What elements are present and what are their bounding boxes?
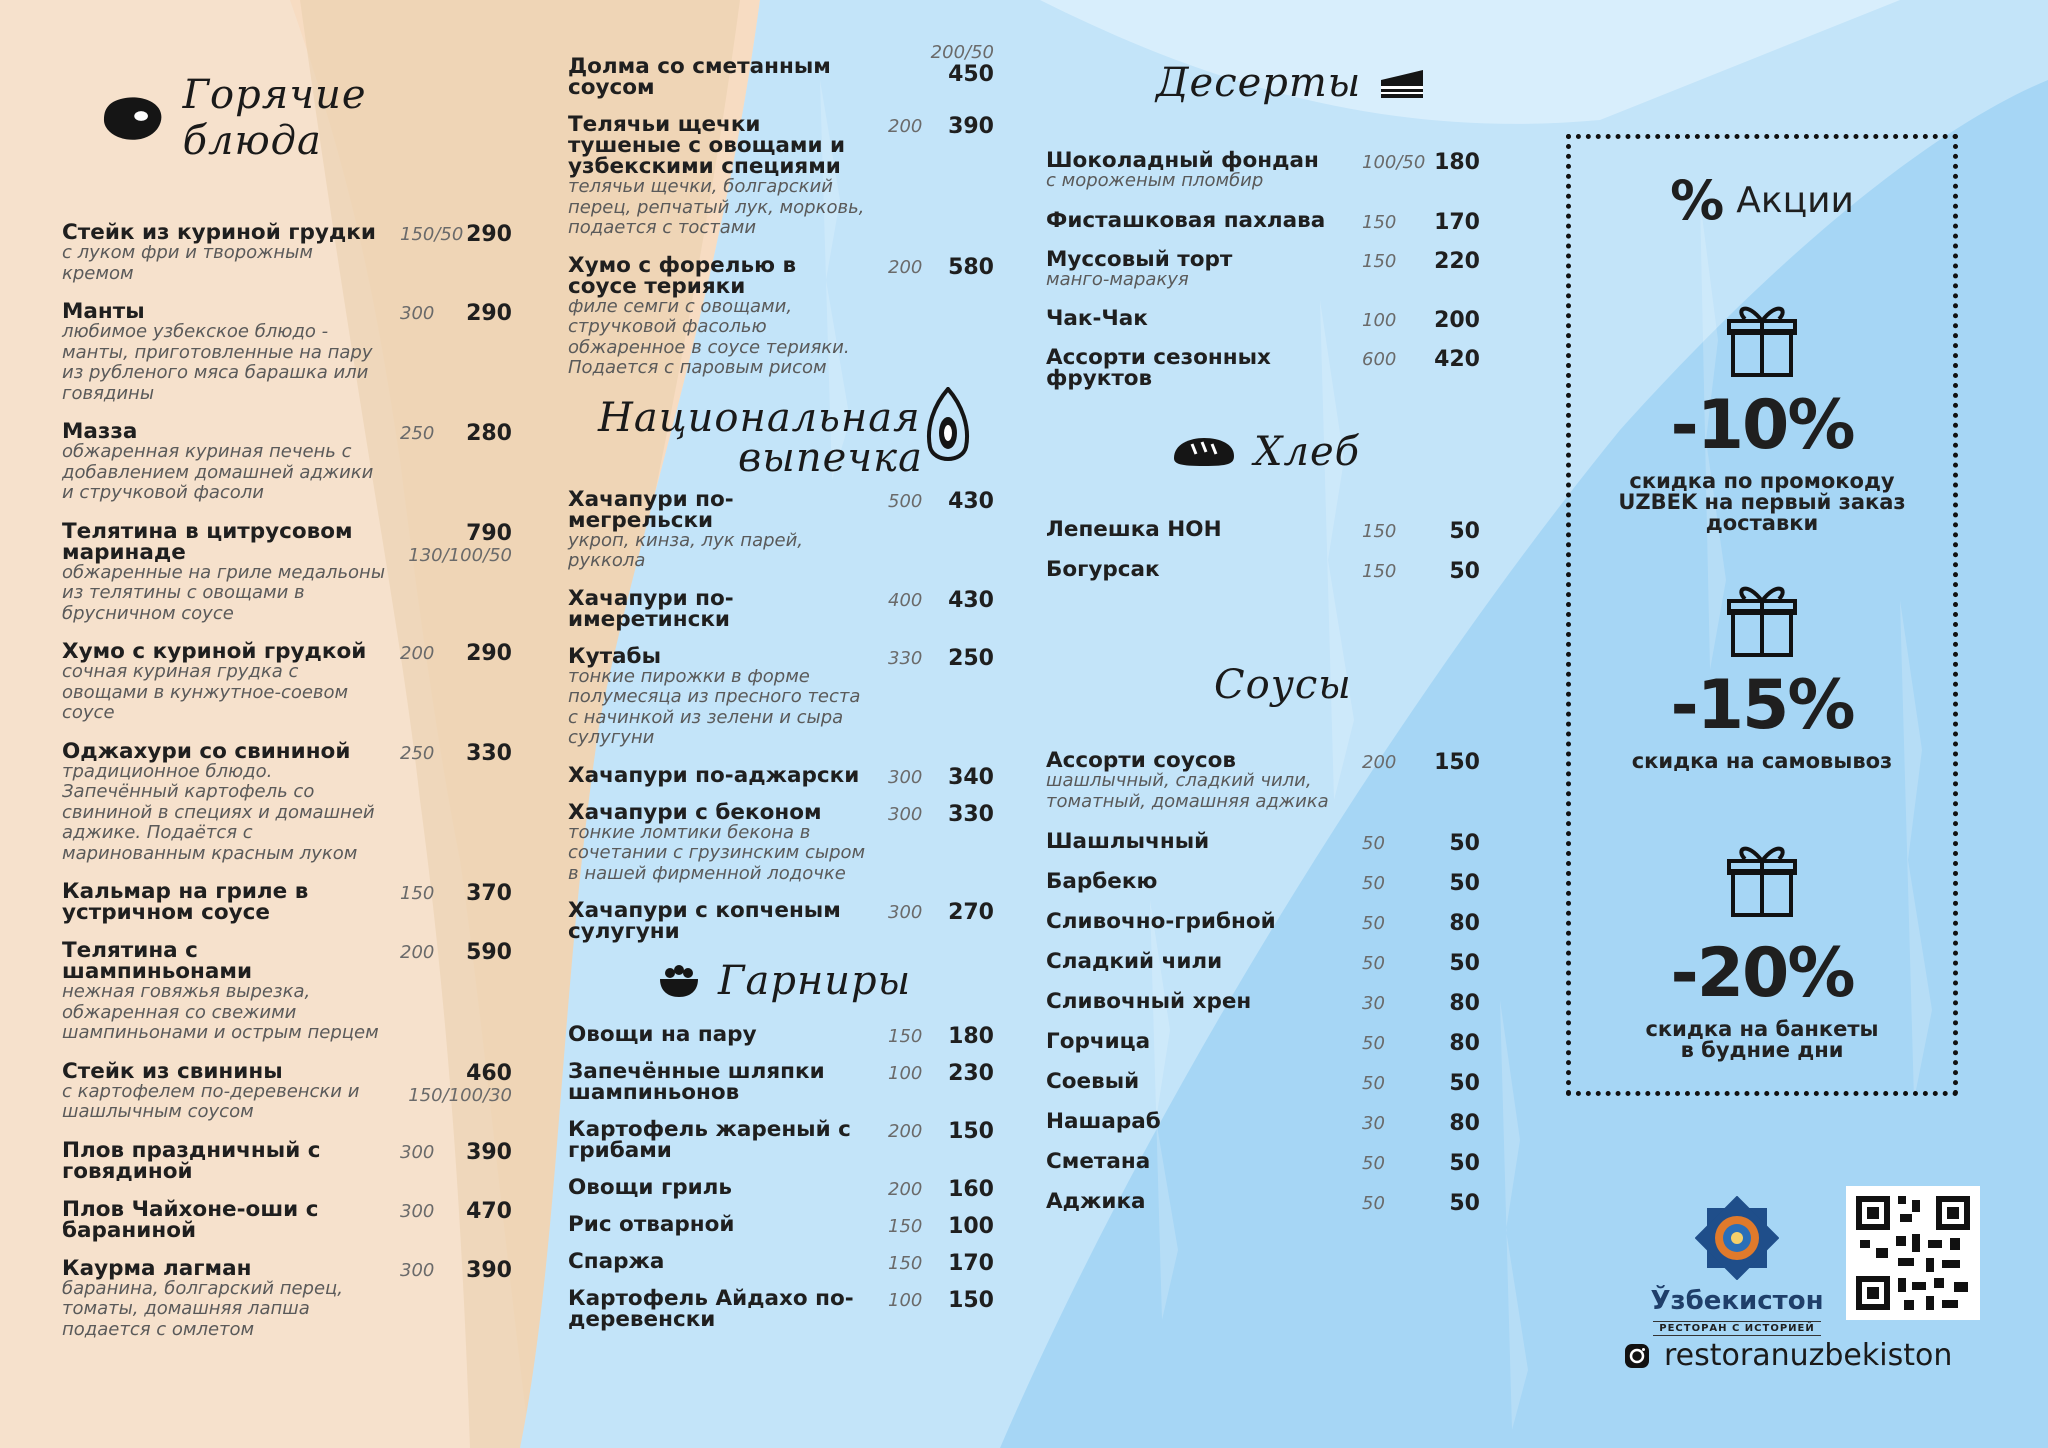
gift-icon	[1727, 839, 1797, 919]
item-price: 180	[1434, 150, 1480, 175]
item-weight: 30	[1362, 1113, 1385, 1134]
item-price: 50	[1449, 951, 1480, 976]
item-weight: 50	[1362, 913, 1385, 934]
item-description: обжаренная куриная печень с добавлением домашней аджики и стручковой фасоли	[62, 441, 374, 503]
bread-list	[1046, 517, 1480, 584]
item-weight: 300	[400, 303, 435, 324]
item-name: Стейк из свинины	[62, 1058, 283, 1084]
promotions-title	[1571, 169, 1953, 232]
item-weight: 330	[888, 647, 923, 669]
discount-value: -10%	[1670, 386, 1854, 465]
item-description: филе семги с овощами, стручковой фасолью обжаренное в соусе терияки. Подается с паровым рисом	[568, 295, 850, 378]
item-name: Горчица	[1046, 1029, 1151, 1054]
menu-item	[1046, 949, 1480, 976]
item-price: 590	[466, 940, 512, 965]
item-price: 80	[1449, 911, 1480, 936]
item-weight: 130/100/50	[408, 544, 512, 566]
item-name: Сливочный хрен	[1046, 989, 1252, 1014]
menu-item	[568, 1061, 994, 1103]
item-price: 50	[1449, 1151, 1480, 1176]
instagram-text: restoranuzbekiston	[1664, 1338, 1953, 1373]
item-description: с луком фри и творожным кремом	[62, 242, 313, 284]
hot-dishes-title	[102, 72, 512, 164]
promo-offer	[1571, 579, 1953, 772]
item-description: шашлычный, сладкий чили, томатный, домашняя аджика	[1046, 770, 1329, 812]
item-price: 470	[466, 1198, 512, 1224]
menu-item	[62, 222, 512, 284]
item-name: Сладкий чили	[1046, 949, 1223, 974]
item-price: 340	[948, 764, 994, 790]
item-weight: 100	[888, 1290, 923, 1311]
discount-value: -20%	[1670, 934, 1854, 1013]
item-description: любимое узбекское блюдо - манты, приготовленные на пару из рубленого мяса барашка или говядины	[62, 321, 373, 404]
sides-list	[568, 1024, 994, 1330]
item-price: 150	[948, 1119, 994, 1144]
item-name: Соевый	[1046, 1069, 1140, 1094]
bakery-title-line1: Национальная	[598, 394, 921, 441]
desserts-section	[1046, 60, 1480, 389]
cake-icon	[1379, 66, 1425, 100]
qr-code-icon	[1846, 1186, 1980, 1320]
item-price: 460	[466, 1060, 512, 1086]
item-name: Хачапури по-аджарски	[568, 762, 860, 788]
sauces-title	[1214, 662, 1480, 708]
menu-item	[568, 1175, 994, 1202]
menu-item	[1046, 557, 1480, 584]
item-price: 280	[466, 421, 512, 446]
item-name: Овощи гриль	[568, 1175, 733, 1200]
item-price: 180	[948, 1024, 994, 1049]
menu-item	[568, 252, 994, 379]
item-price: 390	[466, 1257, 512, 1283]
item-price: 100	[948, 1214, 994, 1239]
item-weight: 150	[1362, 561, 1397, 582]
menu-item	[568, 1249, 994, 1276]
item-name: Телячьи щечки тушеные с овощами и узбекскими специями	[568, 112, 846, 179]
item-description: сочная куриная грудка с овощами в кунжутное-соевом соусе	[62, 661, 349, 723]
item-name: Плов праздничный с говядиной	[62, 1137, 321, 1184]
item-weight: 50	[1362, 873, 1385, 894]
menu-item	[1046, 517, 1480, 544]
menu-item	[62, 641, 512, 724]
item-price: 200	[1434, 308, 1480, 333]
item-price: 270	[948, 900, 994, 925]
item-price: 160	[948, 1177, 994, 1202]
item-description: с картофелем по-деревенски и шашлычным соусом	[62, 1080, 360, 1122]
item-price: 80	[1449, 991, 1480, 1016]
item-name: Хачапури с беконом	[568, 799, 822, 825]
item-weight: 150	[1362, 521, 1397, 542]
item-price: 430	[948, 587, 994, 613]
item-name: Картофель жареный с грибами	[568, 1117, 851, 1163]
item-name: Аджика	[1046, 1189, 1146, 1214]
item-name: Чак-Чак	[1046, 306, 1148, 331]
item-weight: 300	[400, 1259, 435, 1281]
discount-text: скидка на самовывоз	[1631, 749, 1893, 773]
item-description: манго-маракуя	[1046, 268, 1189, 290]
sides-title-text: Гарниры	[718, 958, 912, 1004]
item-description: с мороженым пломбир	[1046, 170, 1264, 191]
item-name: Шоколадный фондан	[1046, 148, 1319, 173]
item-name: Мазза	[62, 419, 138, 444]
item-description: традиционное блюдо. Запечённый картофель со свининой в специях и домашней аджике. Подаётся с маринованным красным луком	[62, 760, 375, 864]
percent-symbol: %	[1670, 169, 1725, 232]
item-price: 290	[466, 301, 512, 326]
item-weight: 300	[400, 1200, 435, 1222]
instagram-icon	[1624, 1343, 1650, 1369]
menu-item	[1046, 1069, 1480, 1096]
item-price: 150	[948, 1288, 994, 1313]
menu-item	[1046, 829, 1480, 856]
sauces-title-text: Соусы	[1214, 662, 1352, 708]
menu-item	[62, 738, 512, 865]
item-name: Хумо с куриной грудкой	[62, 639, 367, 664]
menu-item	[62, 881, 512, 923]
item-weight: 200	[400, 643, 435, 664]
item-description: укроп, кинза, лук парей, руккола	[568, 529, 804, 571]
menu-item	[62, 301, 512, 404]
bakery-section	[568, 395, 994, 943]
menu-item	[1046, 246, 1480, 291]
item-weight: 150	[400, 883, 435, 904]
item-price: 330	[948, 801, 994, 827]
item-name: Спаржа	[568, 1249, 665, 1274]
item-price: 80	[1449, 1031, 1480, 1056]
menu-item	[568, 1288, 994, 1330]
item-price: 370	[466, 881, 512, 906]
item-weight: 150	[1362, 211, 1397, 233]
item-weight: 250	[400, 423, 435, 444]
promotions-box	[1566, 134, 1958, 1096]
item-price: 150	[1434, 750, 1480, 775]
item-name: Рис отварной	[568, 1212, 735, 1237]
item-name: Кальмар на гриле в устричном соусе	[62, 879, 309, 925]
item-name: Лепешка НОН	[1046, 517, 1222, 542]
promo-offer	[1571, 299, 1953, 534]
item-price: 80	[1449, 1111, 1480, 1136]
item-name: Оджахури со свининой	[62, 738, 351, 764]
item-name: Кутабы	[568, 643, 662, 669]
menu-item	[568, 42, 994, 100]
item-name: Ассорти соусов	[1046, 748, 1236, 773]
item-price: 790	[466, 520, 512, 546]
hot-dishes-section	[62, 72, 512, 1357]
item-price: 580	[948, 254, 994, 280]
menu-item	[568, 799, 994, 885]
item-description: телячьи щечки, болгарский перец, репчатый лук, морковь, подается с тостами	[568, 176, 865, 238]
item-name: Хумо с форелью в соусе терияки	[568, 252, 797, 299]
bakery-title-line2: выпечка	[738, 434, 923, 481]
sauces-list	[1046, 748, 1480, 1216]
restaurant-logo	[1648, 1196, 1826, 1336]
menu-item	[1046, 989, 1480, 1016]
promo-offer	[1571, 839, 1953, 1061]
menu-item	[568, 1119, 994, 1161]
menu-item	[1046, 750, 1480, 812]
item-weight: 150	[888, 1216, 923, 1237]
gift-icon	[1727, 579, 1797, 659]
pastry-icon	[924, 387, 972, 467]
item-price: 250	[948, 645, 994, 671]
bread-title	[1170, 429, 1480, 475]
item-name: Сметана	[1046, 1149, 1151, 1174]
menu-item	[1046, 347, 1480, 389]
menu-item	[1046, 1149, 1480, 1176]
bakery-title	[598, 395, 994, 479]
item-weight: 50	[1362, 833, 1385, 854]
menu-item	[568, 1022, 994, 1049]
menu-item	[62, 1058, 512, 1123]
item-weight: 100	[1362, 310, 1397, 331]
item-weight: 150/100/30	[408, 1084, 512, 1106]
hot-dishes-list	[62, 222, 512, 1340]
item-name: Барбекю	[1046, 869, 1158, 894]
item-weight: 50	[1362, 1033, 1385, 1054]
item-price: 230	[948, 1061, 994, 1086]
item-name: Запечённые шляпки шампиньонов	[568, 1059, 825, 1105]
steak-icon	[102, 94, 165, 142]
menu-item	[1046, 150, 1480, 192]
menu-item	[568, 486, 994, 572]
item-name: Фисташковая пахлава	[1046, 207, 1326, 233]
item-name: Долма со сметанным соусом	[568, 54, 831, 100]
item-price: 50	[1449, 519, 1480, 544]
item-description: тонкие ломтики бекона в сочетании с грузинским сыром в нашей фирменной лодочке	[568, 821, 866, 884]
item-price: 290	[466, 222, 512, 247]
item-weight: 50	[1362, 953, 1385, 974]
item-name: Телятина с шампиньонами	[62, 938, 253, 984]
column-two	[568, 42, 994, 1346]
item-weight: 600	[1362, 349, 1397, 370]
menu-item	[1046, 1189, 1480, 1216]
item-price: 290	[466, 641, 512, 666]
discount-text: скидка на банкеты в будние дни	[1645, 1017, 1879, 1062]
item-price: 390	[466, 1139, 512, 1165]
item-weight: 150/50	[400, 224, 464, 245]
item-weight: 150	[1362, 250, 1397, 272]
sauces-section	[1046, 662, 1480, 1216]
item-price: 330	[466, 740, 512, 766]
item-price: 50	[1449, 871, 1480, 896]
discount-text: скидка по промокоду UZBEK на первый заказ доставки	[1618, 469, 1906, 535]
menu-item	[568, 1212, 994, 1239]
item-price: 220	[1434, 248, 1480, 274]
gift-icon	[1727, 299, 1797, 379]
item-name: Плов Чайхоне-оши с бараниной	[62, 1196, 319, 1243]
item-weight: 100/50	[1362, 152, 1426, 173]
item-weight: 50	[1362, 1193, 1385, 1214]
item-name: Нашараб	[1046, 1109, 1161, 1134]
item-price: 50	[1449, 1071, 1480, 1096]
menu-item	[568, 114, 994, 239]
menu-item	[568, 762, 994, 790]
item-weight: 500	[888, 490, 923, 512]
item-weight: 250	[400, 742, 435, 764]
column-two-dishes-list	[568, 42, 994, 379]
item-weight: 100	[888, 1063, 923, 1084]
qr-code[interactable]	[1846, 1186, 1980, 1320]
item-name: Хачапури по-имеретински	[568, 585, 734, 632]
column-three	[1046, 60, 1480, 1231]
menu-item	[568, 643, 994, 749]
menu-item	[1046, 869, 1480, 896]
menu-item	[62, 1137, 512, 1184]
desserts-title-text: Десерты	[1156, 60, 1362, 106]
sides-title	[658, 958, 994, 1004]
item-price: 170	[948, 1251, 994, 1276]
item-weight: 300	[400, 1141, 435, 1163]
sides-section	[568, 958, 994, 1330]
item-name: Овощи на пару	[568, 1022, 757, 1047]
item-name: Сливочно-грибной	[1046, 909, 1276, 934]
menu-item	[62, 1196, 512, 1243]
item-weight: 300	[888, 902, 923, 923]
menu-item	[62, 421, 512, 504]
menu-item	[568, 900, 994, 942]
instagram-handle[interactable]	[1624, 1338, 1952, 1373]
item-name: Муссовый торт	[1046, 246, 1233, 272]
item-weight: 200	[888, 1179, 923, 1200]
item-description: тонкие пирожки в форме полумесяца из пресного теста с начинкой из зелени и сыра сулугуни	[568, 665, 861, 748]
bowl-icon	[658, 963, 700, 999]
item-weight: 300	[888, 803, 923, 825]
item-weight: 200	[888, 116, 923, 137]
menu-item	[1046, 1109, 1480, 1136]
item-name: Картофель Айдахо по-деревенски	[568, 1286, 854, 1332]
promotions-title-text: Акции	[1736, 180, 1854, 221]
item-price: 390	[948, 114, 994, 139]
item-name: Богурсак	[1046, 557, 1160, 582]
item-description: обжаренные на гриле медальоны из телятины с овощами в брусничном соусе	[62, 561, 386, 624]
item-price: 50	[1449, 1191, 1480, 1216]
item-weight: 200	[888, 256, 923, 278]
item-name: Хачапури по-мегрельски	[568, 486, 734, 533]
menu-item	[1046, 306, 1480, 333]
menu-item	[1046, 207, 1480, 235]
hot-dishes-title-text: Горячие блюда	[182, 72, 367, 164]
bakery-list	[568, 486, 994, 944]
menu-item	[62, 518, 512, 625]
item-price: 50	[1449, 831, 1480, 856]
item-name: Манты	[62, 299, 145, 324]
item-weight: 200	[1362, 752, 1397, 773]
star-ornament-icon	[1695, 1196, 1779, 1280]
discount-value: -15%	[1670, 666, 1854, 745]
item-weight: 30	[1362, 993, 1385, 1014]
menu-item	[1046, 909, 1480, 936]
menu-item	[62, 940, 512, 1044]
brand-name: Ўзбекистон	[1650, 1286, 1824, 1316]
item-weight: 400	[888, 589, 923, 611]
desserts-title	[1156, 60, 1480, 106]
item-price: 430	[948, 488, 994, 514]
item-price: 170	[1434, 209, 1480, 235]
item-price: 450	[948, 62, 994, 87]
menu-item	[568, 585, 994, 632]
menu-item	[62, 1255, 512, 1341]
item-weight: 150	[888, 1026, 923, 1047]
menu-item	[1046, 1029, 1480, 1056]
brand-tagline: РЕСТОРАН С ИСТОРИЕЙ	[1653, 1321, 1821, 1336]
item-name: Телятина в цитрусовом маринаде	[62, 518, 353, 565]
item-weight: 200	[888, 1121, 923, 1142]
item-price: 50	[1449, 559, 1480, 584]
item-description: баранина, болгарский перец, томаты, домашняя лапша подается с омлетом	[62, 1277, 344, 1340]
item-name: Ассорти сезонных фруктов	[1046, 345, 1271, 391]
item-weight: 200/50	[930, 42, 994, 63]
bread-section	[1046, 429, 1480, 584]
desserts-list	[1046, 150, 1480, 389]
item-name: Каурма лагман	[62, 1255, 252, 1281]
bread-icon	[1170, 436, 1236, 468]
item-weight: 50	[1362, 1153, 1385, 1174]
bread-title-text: Хлеб	[1254, 429, 1361, 475]
item-name: Хачапури с копченым сулугуни	[568, 898, 841, 944]
item-name: Стейк из куриной грудки	[62, 220, 376, 245]
item-weight: 150	[888, 1253, 923, 1274]
item-price: 420	[1434, 347, 1480, 372]
item-name: Шашлычный	[1046, 829, 1210, 854]
item-weight: 200	[400, 942, 435, 963]
item-weight: 50	[1362, 1073, 1385, 1094]
item-description: нежная говяжья вырезка, обжаренная со свежими шампиньонами и острым перцем	[62, 981, 379, 1043]
item-weight: 300	[888, 766, 923, 788]
